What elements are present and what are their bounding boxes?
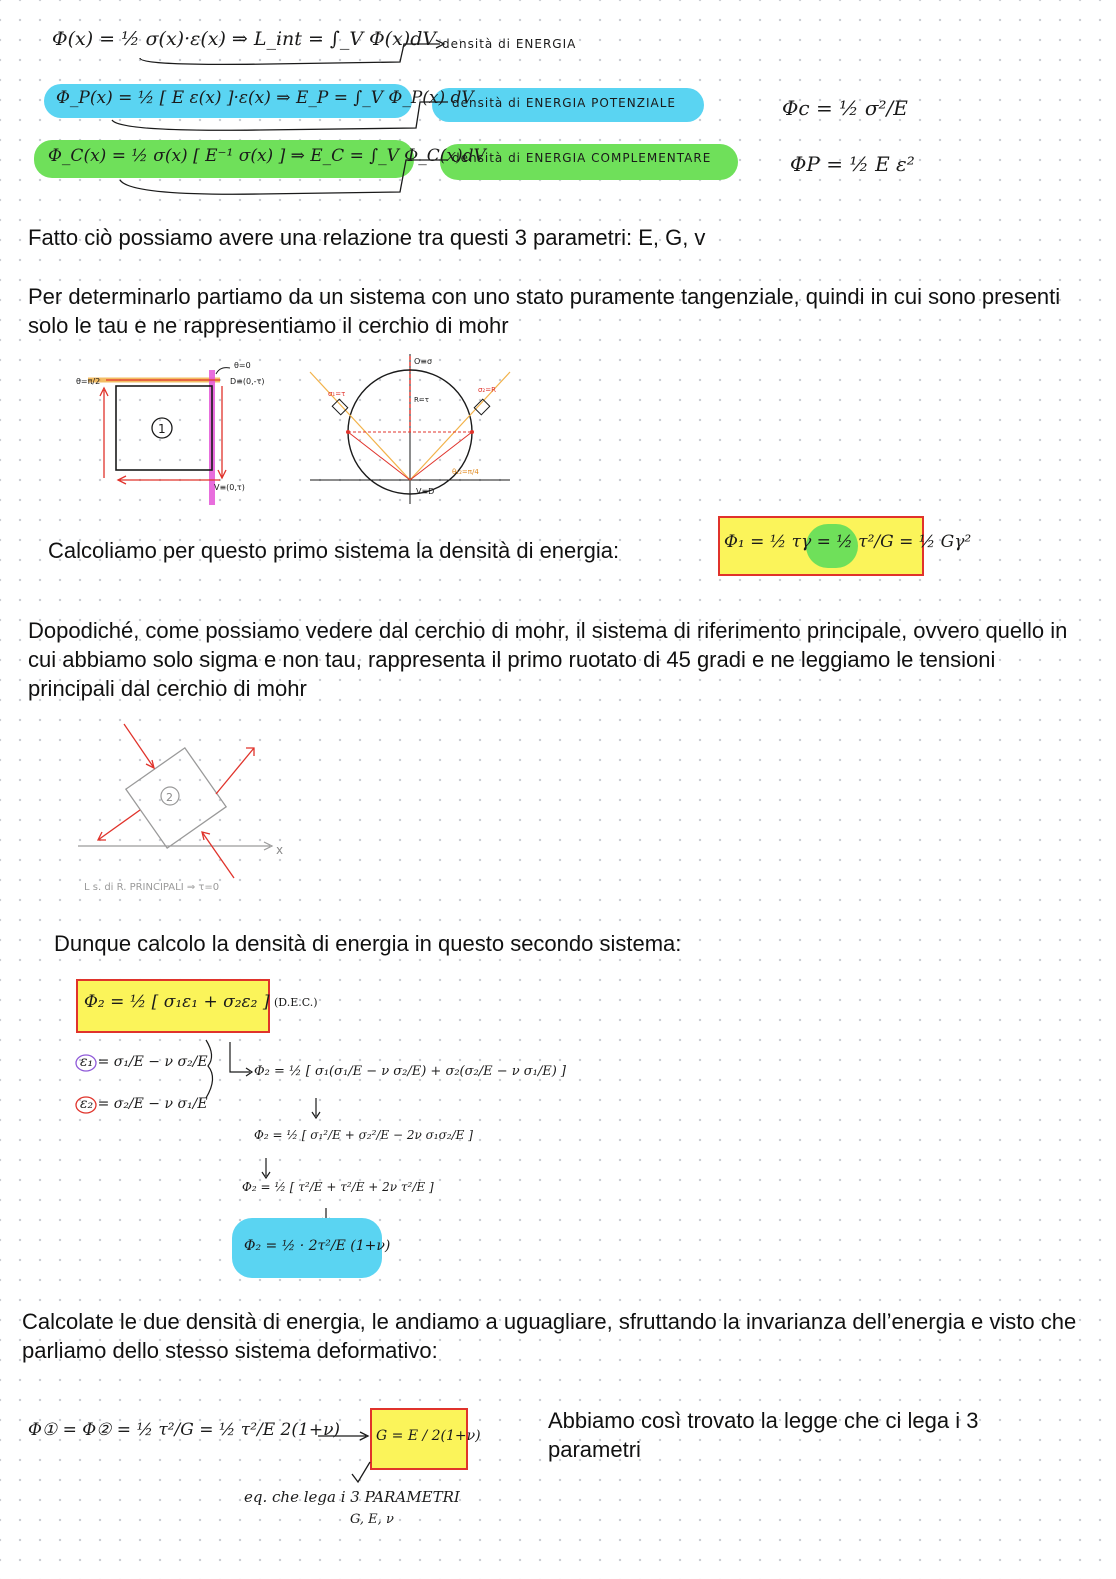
mohr-v-label: V≡D bbox=[416, 487, 435, 496]
formula-arrows bbox=[0, 0, 1116, 220]
paragraph-first-system: Calcoliamo per questo primo sistema la densità di energia: bbox=[48, 538, 620, 563]
principal-element-diagram bbox=[74, 718, 304, 898]
point-d-label: D≡(0,-τ) bbox=[230, 377, 265, 386]
formula-complementary-density: Φ_C(x) = ½ σ(x) [ E⁻¹ σ(x) ] ⇒ E_C = ∫_V Φ_C(x)dV bbox=[48, 146, 486, 166]
eq-note-line1: eq. che lega i 3 PARAMETRI bbox=[244, 1488, 460, 1506]
paragraph-principal-system: Dopodiché, come possiamo vedere dal cerchio di mohr, il sistema di riferimento principale, ovvero quello in cui abbiamo solo sigma e non tau, rappresenta il primo ruotato di 45 gradi e ne leggiamo le tensioni principali dal cerchio di mohr bbox=[28, 618, 1068, 701]
mohr-circle-diagram bbox=[310, 352, 530, 512]
mohr-sigma1-label: σ₁=τ bbox=[328, 390, 346, 398]
formula-potential-density: Φ_P(x) = ½ [ E ε(x) ]·ε(x) ⇒ E_P = ∫_V Φ_P(x) dV bbox=[56, 88, 474, 108]
paragraph-equate-densities: Calcolate le due densità di energia, le andiamo a uguagliare, sfruttando la invarianza dell’energia e visto che parliamo dello stesso sistema deformativo: bbox=[22, 1309, 1077, 1363]
mohr-radius-label: R=τ bbox=[414, 396, 429, 404]
formula-phi2-result: Φ₂ = ½ · 2τ²/E (1+ν) bbox=[244, 1238, 391, 1254]
formula-phi1: Φ₁ = ½ τγ = ½ τ²/G = ½ Gγ² bbox=[724, 532, 972, 552]
eq-note-line2: G, E, ν bbox=[350, 1512, 394, 1527]
formula-phi2-substitution: Φ₂ = ½ [ σ₁(σ₁/E − ν σ₂/E) + σ₂(σ₂/E − ν σ₁/E) ] bbox=[254, 1064, 566, 1079]
paragraph-second-system: Dunque calcolo la densità di energia in questo secondo sistema: bbox=[54, 931, 682, 956]
x-axis-label: x bbox=[276, 843, 284, 857]
mohr-sigma2-label: σ₂=R bbox=[478, 386, 496, 394]
formula-energy-density: Φ(x) = ½ σ(x)·ε(x) ⇒ L_int = ∫_V Φ(x)dV bbox=[52, 28, 437, 50]
label-potential-energy: densità di ENERGIA POTENZIALE bbox=[452, 96, 676, 110]
check-mark bbox=[348, 1460, 378, 1490]
formula-eps2: ε₂ = σ₂/E − ν σ₁/E bbox=[80, 1096, 208, 1112]
mohr-theta-label: θ₁₂=π/4 bbox=[452, 468, 479, 476]
final-arrow bbox=[314, 1426, 374, 1446]
principal-note: L s. di R. PRINCIPALI ⇒ τ=0 bbox=[84, 882, 220, 893]
pure-shear-element-diagram bbox=[70, 350, 330, 520]
formula-eps1: ε₁ = σ₁/E − ν σ₂/E bbox=[80, 1054, 208, 1070]
paragraph-relation: Fatto ciò possiamo avere una relazione tra questi 3 parametri: E, G, v bbox=[28, 225, 706, 250]
paragraph-tangential-state: Per determinarlo partiamo da un sistema con uno stato puramente tangenziale, quindi in cui sono presenti solo le tau e ne rappresentiamo il cerchio di mohr bbox=[28, 284, 1061, 338]
formula-g: G = E / 2(1+ν) bbox=[376, 1428, 481, 1444]
label-energy-density: densità di ENERGIA bbox=[442, 37, 577, 51]
formula-phi-c: Φc = ½ σ²/E bbox=[782, 96, 908, 120]
square-label: 1 bbox=[158, 422, 166, 436]
dec-label: (D.E.C.) bbox=[274, 996, 318, 1009]
formula-phi2-expanded: Φ₂ = ½ [ σ₁²/E + σ₂²/E − 2ν σ₁σ₂/E ] bbox=[254, 1128, 473, 1142]
theta-top-label: θ=0 bbox=[234, 361, 251, 370]
theta-left-label: θ=π/2 bbox=[76, 377, 101, 386]
rotated-square-label: 2 bbox=[166, 791, 173, 804]
label-complementary-energy: densità di ENERGIA COMPLEMENTARE bbox=[452, 151, 712, 165]
paragraph-conclusion: Abbiamo così trovato la legge che ci lega i 3 parametri bbox=[548, 1408, 979, 1462]
formula-phi2-tau: Φ₂ = ½ [ τ²/E + τ²/E + 2ν τ²/E ] bbox=[242, 1180, 434, 1194]
formula-phi2-definition: Φ₂ = ½ [ σ₁ε₁ + σ₂ε₂ ] bbox=[84, 992, 270, 1012]
mohr-origin-label: O≡σ bbox=[414, 357, 433, 366]
formula-phi-p: ΦP = ½ E ε² bbox=[790, 152, 915, 176]
formula-equality: Φ① = Φ② = ½ τ²/G = ½ τ²/E 2(1+ν) bbox=[28, 1420, 341, 1440]
point-v-label: V≡(0,τ) bbox=[214, 483, 245, 492]
